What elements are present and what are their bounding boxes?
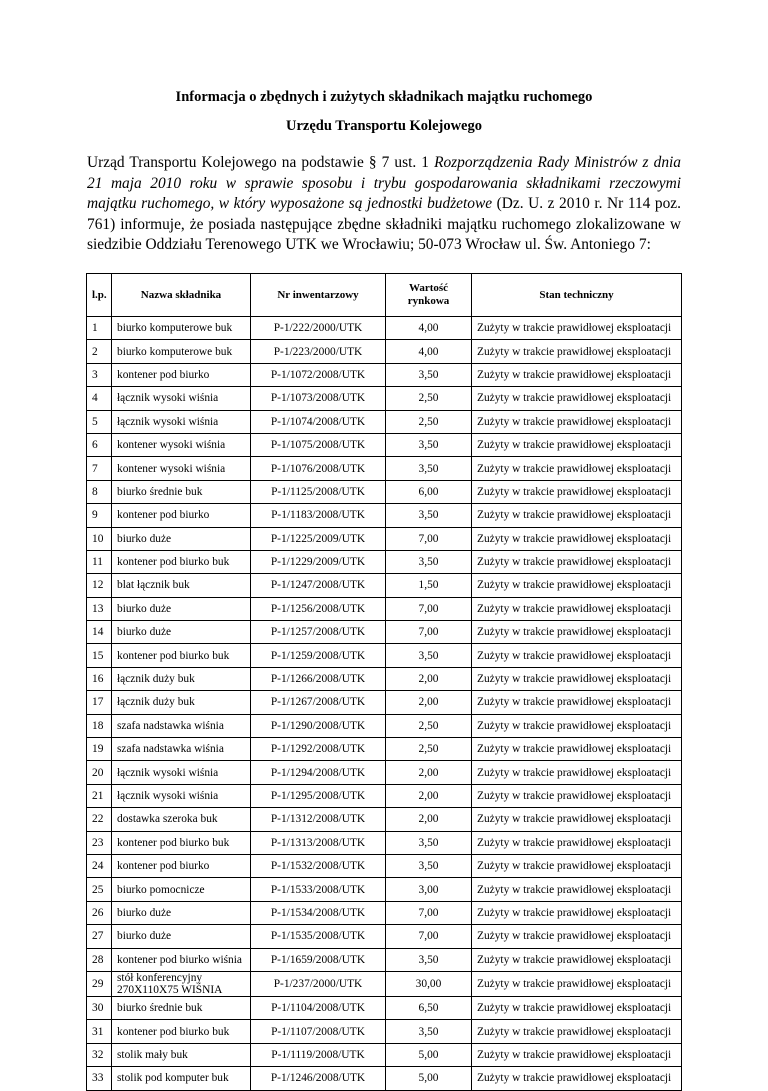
cell-lp: 9 xyxy=(87,504,112,527)
cell-market-value: 3,50 xyxy=(386,504,472,527)
table-row xyxy=(87,971,682,996)
intro-regulation-title: Rozporządzenia Rady Ministrów z dnia 21 maja 2010 roku w sprawie sposobu i trybu gospodarowania składnikami rzeczowymi majątku ruchomego, w który wyposażone są jednostki budżetowe xyxy=(87,154,681,212)
cell-name: kontener pod biurko buk xyxy=(112,831,251,854)
table-row xyxy=(87,738,682,761)
cell-lp: 33 xyxy=(87,1067,112,1090)
cell-market-value: 3,50 xyxy=(386,363,472,386)
cell-inventory-number: P-1/1104/2008/UTK xyxy=(251,996,386,1019)
cell-name: biurko duże xyxy=(112,527,251,550)
table-row xyxy=(87,597,682,620)
cell-market-value: 4,00 xyxy=(386,317,472,340)
cell-name: biurko duże xyxy=(112,925,251,948)
cell-name: kontener wysoki wiśnia xyxy=(112,457,251,480)
cell-technical-state: Zużyty w trakcie prawidłowej eksploatacji xyxy=(472,480,682,503)
cell-name: kontener pod biurko buk xyxy=(112,1020,251,1043)
cell-name: szafa nadstawka wiśnia xyxy=(112,738,251,761)
cell-market-value: 1,50 xyxy=(386,574,472,597)
cell-name: łącznik duży buk xyxy=(112,667,251,690)
cell-technical-state: Zużyty w trakcie prawidłowej eksploatacji xyxy=(472,925,682,948)
cell-market-value: 3,50 xyxy=(386,550,472,573)
cell-lp: 29 xyxy=(87,971,112,996)
table-row xyxy=(87,457,682,480)
cell-inventory-number: P-1/1259/2008/UTK xyxy=(251,644,386,667)
cell-inventory-number: P-1/1246/2008/UTK xyxy=(251,1067,386,1090)
cell-name: stolik pod komputer buk xyxy=(112,1067,251,1090)
table-row xyxy=(87,948,682,971)
cell-inventory-number: P-1/1267/2008/UTK xyxy=(251,691,386,714)
cell-technical-state: Zużyty w trakcie prawidłowej eksploatacji xyxy=(472,644,682,667)
cell-market-value: 2,50 xyxy=(386,738,472,761)
cell-inventory-number: P-1/1290/2008/UTK xyxy=(251,714,386,737)
cell-market-value: 7,00 xyxy=(386,925,472,948)
cell-name: biurko duże xyxy=(112,597,251,620)
cell-lp: 10 xyxy=(87,527,112,550)
cell-lp: 5 xyxy=(87,410,112,433)
table-row xyxy=(87,644,682,667)
header-market-value: Wartość rynkowa xyxy=(386,274,472,317)
table-body xyxy=(87,317,682,1091)
cell-inventory-number: P-1/1072/2008/UTK xyxy=(251,363,386,386)
cell-technical-state: Zużyty w trakcie prawidłowej eksploatacji xyxy=(472,831,682,854)
cell-technical-state: Zużyty w trakcie prawidłowej eksploatacji xyxy=(472,901,682,924)
cell-inventory-number: P-1/1075/2008/UTK xyxy=(251,433,386,456)
cell-market-value: 2,50 xyxy=(386,387,472,410)
cell-lp: 14 xyxy=(87,621,112,644)
cell-technical-state: Zużyty w trakcie prawidłowej eksploatacji xyxy=(472,527,682,550)
table-row xyxy=(87,854,682,877)
cell-name: łącznik duży buk xyxy=(112,691,251,714)
cell-lp: 20 xyxy=(87,761,112,784)
cell-market-value: 7,00 xyxy=(386,527,472,550)
cell-name: łącznik wysoki wiśnia xyxy=(112,387,251,410)
cell-lp: 27 xyxy=(87,925,112,948)
cell-inventory-number: P-1/1247/2008/UTK xyxy=(251,574,386,597)
cell-inventory-number: P-1/1183/2008/UTK xyxy=(251,504,386,527)
cell-technical-state: Zużyty w trakcie prawidłowej eksploatacji xyxy=(472,340,682,363)
cell-technical-state: Zużyty w trakcie prawidłowej eksploatacji xyxy=(472,738,682,761)
cell-technical-state: Zużyty w trakcie prawidłowej eksploatacji xyxy=(472,387,682,410)
cell-technical-state: Zużyty w trakcie prawidłowej eksploatacji xyxy=(472,808,682,831)
cell-name: biurko średnie buk xyxy=(112,996,251,1019)
cell-market-value: 5,00 xyxy=(386,1067,472,1090)
cell-inventory-number: P-1/1659/2008/UTK xyxy=(251,948,386,971)
cell-technical-state: Zużyty w trakcie prawidłowej eksploatacji xyxy=(472,714,682,737)
cell-market-value: 6,50 xyxy=(386,996,472,1019)
cell-market-value: 2,50 xyxy=(386,714,472,737)
cell-name: łącznik wysoki wiśnia xyxy=(112,784,251,807)
table-row xyxy=(87,550,682,573)
cell-inventory-number: P-1/1074/2008/UTK xyxy=(251,410,386,433)
cell-inventory-number: P-1/1294/2008/UTK xyxy=(251,761,386,784)
cell-technical-state: Zużyty w trakcie prawidłowej eksploatacji xyxy=(472,948,682,971)
cell-technical-state: Zużyty w trakcie prawidłowej eksploatacji xyxy=(472,317,682,340)
cell-lp: 15 xyxy=(87,644,112,667)
cell-inventory-number: P-1/1312/2008/UTK xyxy=(251,808,386,831)
cell-market-value: 30,00 xyxy=(386,971,472,996)
cell-market-value: 3,50 xyxy=(386,948,472,971)
cell-lp: 32 xyxy=(87,1043,112,1066)
cell-name: kontener pod biurko xyxy=(112,504,251,527)
cell-lp: 26 xyxy=(87,901,112,924)
assets-table xyxy=(86,273,682,1091)
cell-name: biurko duże xyxy=(112,901,251,924)
cell-technical-state: Zużyty w trakcie prawidłowej eksploatacji xyxy=(472,363,682,386)
intro-paragraph xyxy=(87,153,681,256)
cell-technical-state: Zużyty w trakcie prawidłowej eksploatacji xyxy=(472,667,682,690)
cell-lp: 24 xyxy=(87,854,112,877)
cell-technical-state: Zużyty w trakcie prawidłowej eksploatacji xyxy=(472,878,682,901)
cell-lp: 8 xyxy=(87,480,112,503)
cell-technical-state: Zużyty w trakcie prawidłowej eksploatacji xyxy=(472,784,682,807)
table-row xyxy=(87,317,682,340)
cell-market-value: 3,50 xyxy=(386,457,472,480)
intro-text-part2: (Dz. U. z 2010 r. Nr 114 poz. 761) informuje, że posiada następujące zbędne składniki majątku ruchomego zlokalizowane w siedzibie Oddziału Terenowego UTK we Wrocławiu; 50-073 Wrocław ul. Św. Antoniego 7: xyxy=(87,195,681,253)
cell-lp: 21 xyxy=(87,784,112,807)
cell-name: blat łącznik buk xyxy=(112,574,251,597)
cell-lp: 6 xyxy=(87,433,112,456)
cell-name: dostawka szeroka buk xyxy=(112,808,251,831)
cell-market-value: 3,50 xyxy=(386,644,472,667)
cell-inventory-number: P-1/1266/2008/UTK xyxy=(251,667,386,690)
cell-technical-state: Zużyty w trakcie prawidłowej eksploatacji xyxy=(472,550,682,573)
cell-market-value: 3,00 xyxy=(386,878,472,901)
cell-lp: 12 xyxy=(87,574,112,597)
table-row xyxy=(87,574,682,597)
cell-market-value: 3,50 xyxy=(386,433,472,456)
table-row xyxy=(87,667,682,690)
table-row xyxy=(87,410,682,433)
cell-inventory-number: P-1/1292/2008/UTK xyxy=(251,738,386,761)
cell-inventory-number: P-1/1107/2008/UTK xyxy=(251,1020,386,1043)
cell-lp: 23 xyxy=(87,831,112,854)
cell-name: stół konferencyjny 270X110X75 WIŚNIA xyxy=(112,971,251,996)
table-row xyxy=(87,621,682,644)
cell-market-value: 2,50 xyxy=(386,410,472,433)
cell-lp: 31 xyxy=(87,1020,112,1043)
table-row xyxy=(87,714,682,737)
cell-market-value: 2,00 xyxy=(386,784,472,807)
cell-inventory-number: P-1/1076/2008/UTK xyxy=(251,457,386,480)
cell-lp: 11 xyxy=(87,550,112,573)
cell-inventory-number: P-1/222/2000/UTK xyxy=(251,317,386,340)
table-row xyxy=(87,761,682,784)
cell-inventory-number: P-1/1534/2008/UTK xyxy=(251,901,386,924)
table-row xyxy=(87,527,682,550)
document-subtitle: Urzędu Transportu Kolejowego xyxy=(285,118,482,134)
cell-technical-state: Zużyty w trakcie prawidłowej eksploatacji xyxy=(472,410,682,433)
cell-lp: 7 xyxy=(87,457,112,480)
cell-lp: 18 xyxy=(87,714,112,737)
cell-technical-state: Zużyty w trakcie prawidłowej eksploatacji xyxy=(472,433,682,456)
table-row xyxy=(87,480,682,503)
cell-name: biurko duże xyxy=(112,621,251,644)
cell-lp: 1 xyxy=(87,317,112,340)
cell-technical-state: Zużyty w trakcie prawidłowej eksploatacji xyxy=(472,1043,682,1066)
cell-name: biurko komputerowe buk xyxy=(112,340,251,363)
cell-name: kontener pod biurko buk xyxy=(112,550,251,573)
cell-technical-state: Zużyty w trakcie prawidłowej eksploatacji xyxy=(472,621,682,644)
cell-market-value: 5,00 xyxy=(386,1043,472,1066)
table-row xyxy=(87,784,682,807)
table-row xyxy=(87,831,682,854)
cell-inventory-number: P-1/1295/2008/UTK xyxy=(251,784,386,807)
cell-inventory-number: P-1/1532/2008/UTK xyxy=(251,854,386,877)
table-row xyxy=(87,340,682,363)
table-row xyxy=(87,878,682,901)
header-technical-state: Stan techniczny xyxy=(472,274,682,317)
cell-market-value: 3,50 xyxy=(386,1020,472,1043)
cell-market-value: 7,00 xyxy=(386,621,472,644)
cell-lp: 22 xyxy=(87,808,112,831)
cell-lp: 25 xyxy=(87,878,112,901)
cell-name: biurko pomocnicze xyxy=(112,878,251,901)
cell-lp: 2 xyxy=(87,340,112,363)
cell-name: kontener pod biurko xyxy=(112,363,251,386)
cell-inventory-number: P-1/1256/2008/UTK xyxy=(251,597,386,620)
cell-market-value: 7,00 xyxy=(386,901,472,924)
cell-name: kontener pod biurko wiśnia xyxy=(112,948,251,971)
cell-market-value: 2,00 xyxy=(386,667,472,690)
cell-name: biurko średnie buk xyxy=(112,480,251,503)
cell-market-value: 3,50 xyxy=(386,854,472,877)
table-row xyxy=(87,387,682,410)
cell-name: kontener pod biurko buk xyxy=(112,644,251,667)
table-row xyxy=(87,901,682,924)
cell-lp: 17 xyxy=(87,691,112,714)
cell-inventory-number: P-1/1313/2008/UTK xyxy=(251,831,386,854)
cell-market-value: 2,00 xyxy=(386,761,472,784)
cell-market-value: 6,00 xyxy=(386,480,472,503)
table-row xyxy=(87,691,682,714)
cell-name: kontener pod biurko xyxy=(112,854,251,877)
cell-inventory-number: P-1/1535/2008/UTK xyxy=(251,925,386,948)
cell-name: biurko komputerowe buk xyxy=(112,317,251,340)
cell-technical-state: Zużyty w trakcie prawidłowej eksploatacji xyxy=(472,597,682,620)
table-row xyxy=(87,1020,682,1043)
cell-technical-state: Zużyty w trakcie prawidłowej eksploatacji xyxy=(472,1067,682,1090)
cell-inventory-number: P-1/237/2000/UTK xyxy=(251,971,386,996)
cell-technical-state: Zużyty w trakcie prawidłowej eksploatacji xyxy=(472,1020,682,1043)
cell-inventory-number: P-1/1225/2009/UTK xyxy=(251,527,386,550)
table-header-row xyxy=(87,274,682,317)
cell-inventory-number: P-1/1073/2008/UTK xyxy=(251,387,386,410)
table-row xyxy=(87,504,682,527)
header-inventory-number: Nr inwentarzowy xyxy=(251,274,386,317)
cell-inventory-number: P-1/1229/2009/UTK xyxy=(251,550,386,573)
cell-technical-state: Zużyty w trakcie prawidłowej eksploatacji xyxy=(472,457,682,480)
table-row xyxy=(87,363,682,386)
cell-name: kontener wysoki wiśnia xyxy=(112,433,251,456)
cell-technical-state: Zużyty w trakcie prawidłowej eksploatacji xyxy=(472,854,682,877)
table-row xyxy=(87,1043,682,1066)
cell-technical-state: Zużyty w trakcie prawidłowej eksploatacji xyxy=(472,971,682,996)
intro-text-part1: Urząd Transportu Kolejowego na podstawie § 7 ust. 1 xyxy=(87,154,435,171)
cell-inventory-number: P-1/1257/2008/UTK xyxy=(251,621,386,644)
table-row xyxy=(87,925,682,948)
cell-inventory-number: P-1/1533/2008/UTK xyxy=(251,878,386,901)
header-lp: l.p. xyxy=(87,274,112,317)
cell-market-value: 2,00 xyxy=(386,808,472,831)
cell-name: szafa nadstawka wiśnia xyxy=(112,714,251,737)
table-row xyxy=(87,808,682,831)
cell-market-value: 3,50 xyxy=(386,831,472,854)
cell-lp: 30 xyxy=(87,996,112,1019)
document-title: Informacja o zbędnych i zużytych składnikach majątku ruchomego xyxy=(175,89,593,105)
cell-lp: 19 xyxy=(87,738,112,761)
cell-lp: 16 xyxy=(87,667,112,690)
cell-name: stolik mały buk xyxy=(112,1043,251,1066)
cell-lp: 4 xyxy=(87,387,112,410)
cell-inventory-number: P-1/223/2000/UTK xyxy=(251,340,386,363)
table-row xyxy=(87,996,682,1019)
cell-name: łącznik wysoki wiśnia xyxy=(112,410,251,433)
cell-inventory-number: P-1/1125/2008/UTK xyxy=(251,480,386,503)
cell-lp: 28 xyxy=(87,948,112,971)
cell-name: łącznik wysoki wiśnia xyxy=(112,761,251,784)
cell-market-value: 7,00 xyxy=(386,597,472,620)
cell-lp: 3 xyxy=(87,363,112,386)
cell-technical-state: Zużyty w trakcie prawidłowej eksploatacji xyxy=(472,574,682,597)
cell-market-value: 2,00 xyxy=(386,691,472,714)
cell-inventory-number: P-1/1119/2008/UTK xyxy=(251,1043,386,1066)
cell-market-value: 4,00 xyxy=(386,340,472,363)
cell-technical-state: Zużyty w trakcie prawidłowej eksploatacji xyxy=(472,996,682,1019)
cell-lp: 13 xyxy=(87,597,112,620)
cell-technical-state: Zużyty w trakcie prawidłowej eksploatacji xyxy=(472,504,682,527)
cell-technical-state: Zużyty w trakcie prawidłowej eksploatacji xyxy=(472,691,682,714)
table-row xyxy=(87,433,682,456)
table-row xyxy=(87,1067,682,1090)
header-name: Nazwa składnika xyxy=(112,274,251,317)
cell-technical-state: Zużyty w trakcie prawidłowej eksploatacji xyxy=(472,761,682,784)
